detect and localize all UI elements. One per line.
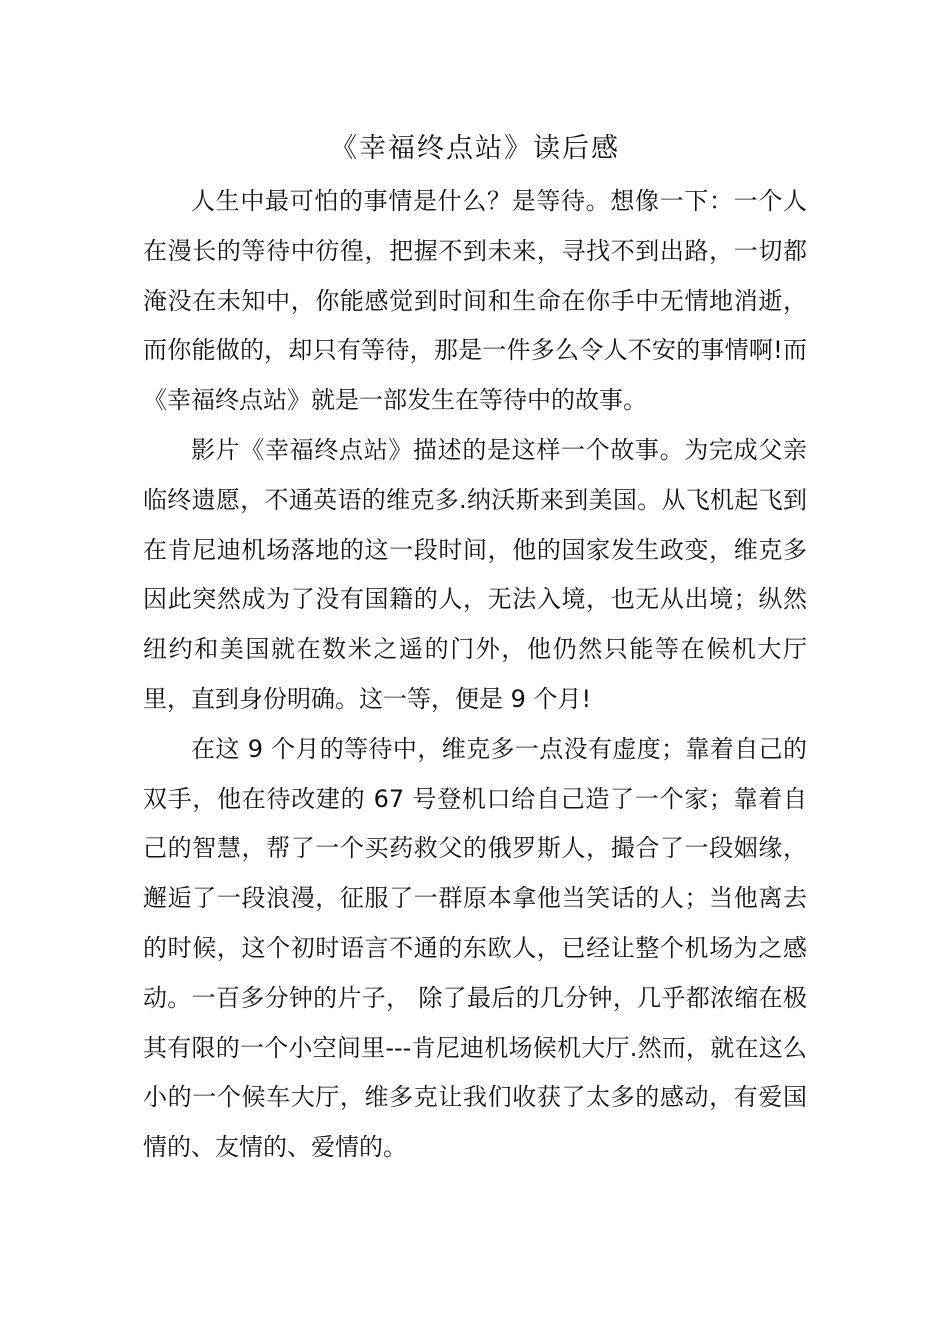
- paragraph-2: 影片《幸福终点站》描述的是这样一个故事。为完成父亲临终遗愿，不通英语的维克多.纳沃斯来到美国。从飞机起飞到在肯尼迪机场落地的这一段时间，他的国家发生政变，维克多因此突然成为了没有国籍的人，无法入境，也无从出境；纵然纽约和美国就在数米之遥的门外，他仍然只能等在候机大厅里，直到身份明确。这一等，便是 9 个月!: [143, 435, 807, 713]
- document-body: [143, 177, 807, 1173]
- document-title: 《幸福终点站》读后感: [330, 133, 620, 164]
- paragraph-3: 在这 9 个月的等待中，维克多一点没有虚度；靠着自己的双手，他在待改建的 67 号登机口给自己造了一个家；靠着自己的智慧，帮了一个买药救父的俄罗斯人，撮合了一段姻缘，邂逅了一段浪漫，征服了一群原本拿他当笑话的人；当他离去的时候，这个初时语言不通的东欧人，已经让整个机场为之感动。一百多分钟的片子， 除了最后的几分钟，几乎都浓缩在极其有限的一个小空间里---肯尼迪机场候机大厅.然而，就在这么小的一个候车大厅，维多克让我们收获了太多的感动，有爱国情的、友情的、爱情的。: [143, 734, 807, 1162]
- paragraph-1: 人生中最可怕的事情是什么？是等待。想像一下：一个人在漫长的等待中彷徨，把握不到未来，寻找不到出路，一切都淹没在未知中，你能感觉到时间和生命在你手中无情地消逝，而你能做的，却只有等待，那是一件多么令人不安的事情啊!而《幸福终点站》就是一部发生在等待中的故事。: [143, 187, 807, 415]
